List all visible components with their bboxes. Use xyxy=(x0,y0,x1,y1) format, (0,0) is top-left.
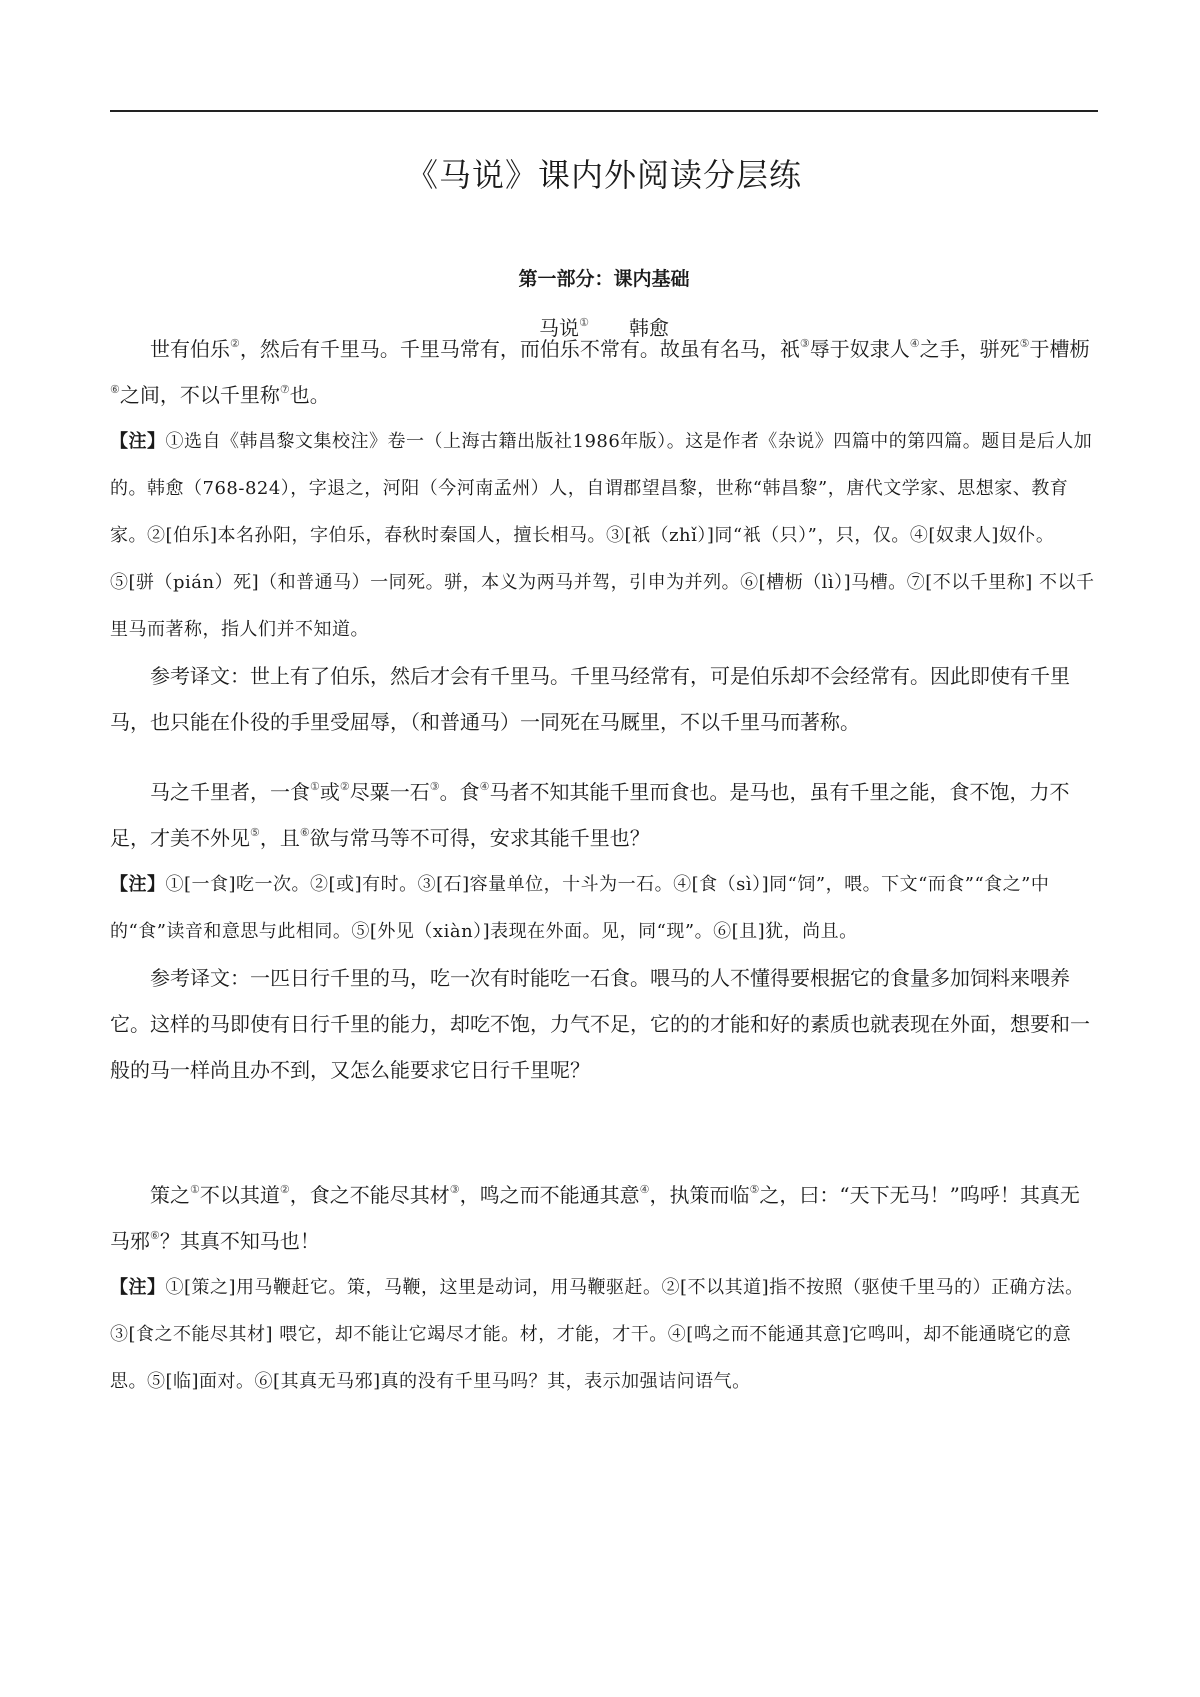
footnote-marker: ④ xyxy=(909,337,920,350)
original-text xyxy=(110,326,1098,418)
footnote-marker: ⑦ xyxy=(279,383,290,396)
note-tag: 【注】 xyxy=(110,874,166,895)
footnote-marker: ① xyxy=(310,780,320,793)
footnote-marker: ③ xyxy=(429,780,440,793)
text-segment: 尽粟一石 xyxy=(349,780,430,804)
original-text xyxy=(110,1172,1098,1264)
text-segment: ？其真不知马也！ xyxy=(159,1229,320,1253)
footnote-marker: ④ xyxy=(639,1183,650,1196)
page-title: 《马说》课内外阅读分层练 xyxy=(405,156,802,194)
annotation xyxy=(110,1264,1098,1405)
text-segment: 之间，不以千里称 xyxy=(119,383,280,407)
text-segment: ，食之不能尽其材 xyxy=(289,1183,450,1207)
footnote-marker: ① xyxy=(579,316,589,329)
footnote-marker: ⑥ xyxy=(110,383,120,396)
text-segment: 于槽枥 xyxy=(1029,337,1090,361)
note-text: ①选自《韩昌黎文集校注》卷一（上海古籍出版社1986年版）。这是作者《杂说》四篇中的第四篇。题目是后人加的。韩愈（768-824），字退之，河阳（今河南孟州）人，自谓郡望昌黎，世称“韩昌黎”，唐代文学家、思想家、教育家。②[伯乐]本名孙阳，字伯乐，春秋时秦国人，擅长相马。③[祇（zhǐ）]同“衹（只）”，只，仅。④[奴隶人]奴仆。⑤[骈（pián）死]（和普通马）一同死。骈，本义为两马并驾，引申为并列。⑥[槽枥（lì）]马槽。⑦[不以千里称] 不以千里马而著称，指人们并不知道。 xyxy=(110,431,1095,640)
passage-block-2 xyxy=(110,769,1098,1093)
footnote-marker: ② xyxy=(230,337,240,350)
text-title: 马说 xyxy=(539,316,580,340)
passage-block-1 xyxy=(110,326,1098,745)
reference-translation: 参考译文：世上有了伯乐，然后才会有千里马。千里马经常有，可是伯乐却不会经常有。因此即使有千里马，也只能在仆役的手里受屈辱，（和普通马）一同死在马厩里，不以千里马而著称。 xyxy=(110,664,1070,734)
original-text xyxy=(110,769,1098,861)
text-segment: 或 xyxy=(319,780,340,804)
text-segment: 也。 xyxy=(289,383,330,407)
annotation xyxy=(110,418,1098,653)
note-tag: 【注】 xyxy=(110,1277,166,1298)
text-segment: 欲与常马等不可得，安求其能千里也？ xyxy=(309,826,650,850)
note-tag: 【注】 xyxy=(110,431,166,452)
footnote-marker: ③ xyxy=(799,337,810,350)
footnote-marker: ⑤ xyxy=(250,826,260,839)
text-segment: 马者不知其能千里而食也。是马也，虽有千里之能，食不饱，力不足，才美不外见 xyxy=(110,780,1070,850)
annotation xyxy=(110,861,1098,955)
footnote-marker: ⑤ xyxy=(749,1183,760,1196)
text-segment: 之，曰：“天下无马！”呜呼！其真无马邪 xyxy=(110,1183,1080,1253)
text-segment: ，且 xyxy=(259,826,300,850)
text-segment: 不以其道 xyxy=(199,1183,280,1207)
footnote-marker: ③ xyxy=(449,1183,460,1196)
passage-block-3 xyxy=(110,1172,1098,1405)
text-segment: ，鸣之而不能通其意 xyxy=(459,1183,640,1207)
footnote-marker: ⑥ xyxy=(150,1229,160,1242)
note-text: ①[一食]吃一次。②[或]有时。③[石]容量单位，十斗为一石。④[食（sì）]同“饲”，喂。下文“而食”“食之”中的“食”读音和意思与此相同。⑤[外见（xiàn）]表现在外面。见，同“现”。⑥[且]犹，尚且。 xyxy=(110,874,1050,942)
footnote-marker: ② xyxy=(279,1183,290,1196)
footnote-marker: ⑤ xyxy=(1019,337,1030,350)
text-author: 韩愈 xyxy=(628,316,669,340)
text-segment: 。食 xyxy=(439,780,480,804)
reference-translation: 参考译文：一匹日行千里的马，吃一次有时能吃一石食。喂马的人不懂得要根据它的食量多加饲料来喂养它。这样的马即使有日行千里的能力，却吃不饱，力气不足，它的的才能和好的素质也就表现在外面，想要和一般的马一样尚且办不到，又怎么能要求它日行千里呢？ xyxy=(110,966,1090,1082)
footnote-marker: ① xyxy=(190,1183,200,1196)
footnote-marker: ② xyxy=(339,780,350,793)
footnote-marker: ④ xyxy=(479,780,490,793)
text-segment: 马之千里者，一食 xyxy=(150,780,310,804)
text-segment: 策之 xyxy=(150,1183,190,1207)
text-segment: 之手，骈死 xyxy=(919,337,1020,361)
text-segment: ，执策而临 xyxy=(649,1183,750,1207)
note-text: ①[策之]用马鞭赶它。策，马鞭，这里是动词，用马鞭驱赶。②[不以其道]指不按照（驱使千里马的）正确方法。③[食之不能尽其材] 喂它，却不能让它竭尽才能。材，才能，才干。④[鸣之而不能通其意]它鸣叫，却不能通晓它的意思。⑤[临]面对。⑥[其真无马邪]真的没有千里马吗？其，表示加强诘问语气。 xyxy=(110,1277,1084,1392)
text-segment: 辱于奴隶人 xyxy=(809,337,910,361)
header-rule xyxy=(110,110,1098,112)
footnote-marker: ⑥ xyxy=(299,826,310,839)
text-segment: 世有伯乐 xyxy=(150,337,230,361)
section-heading: 第一部分：课内基础 xyxy=(518,268,690,290)
text-segment: ，然后有千里马。千里马常有，而伯乐不常有。故虽有名马，祇 xyxy=(239,337,800,361)
